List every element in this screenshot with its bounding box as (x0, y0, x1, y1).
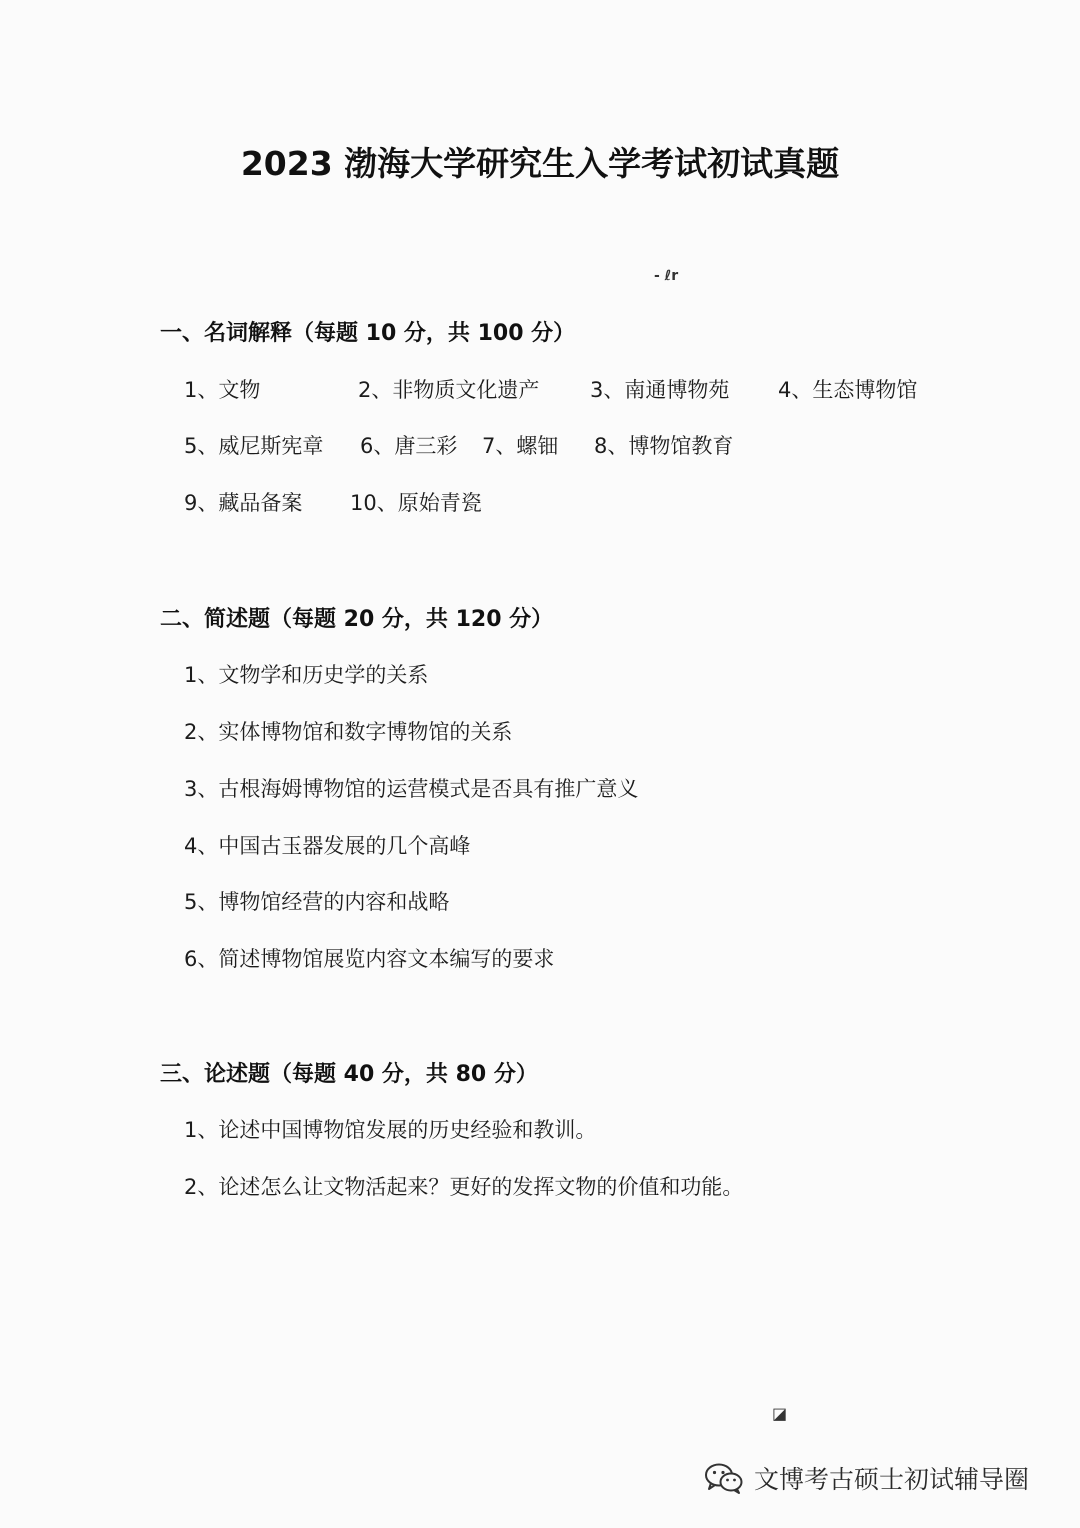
term-item: 4、生态博物馆 (778, 378, 918, 402)
section-heading-terms: 一、名词解释（每题 10 分，共 100 分） (160, 321, 576, 346)
question-item: 4、中国古玉器发展的几个高峰 (184, 834, 471, 858)
section-heading-short-answer: 二、简述题（每题 20 分，共 120 分） (160, 607, 554, 632)
term-item: 10、原始青瓷 (350, 491, 482, 515)
question-item: 5、博物馆经营的内容和战略 (184, 890, 450, 914)
wechat-icon (704, 1461, 744, 1495)
term-item: 1、文物 (184, 378, 261, 402)
question-item: 2、论述怎么让文物活起来？更好的发挥文物的价值和功能。 (184, 1175, 744, 1199)
question-item: 2、实体博物馆和数字博物馆的关系 (184, 720, 513, 744)
scan-mark: ◪ (772, 1404, 788, 1423)
watermark (704, 1456, 1029, 1500)
question-item: 1、论述中国博物馆发展的历史经验和教训。 (184, 1118, 597, 1142)
term-item: 7、螺钿 (482, 434, 559, 458)
term-item: 5、威尼斯宪章 (184, 434, 324, 458)
question-item: 6、简述博物馆展览内容文本编写的要求 (184, 947, 555, 971)
term-item: 8、博物馆教育 (594, 434, 734, 458)
page-title: 2023 渤海大学研究生入学考试初试真题 (240, 144, 840, 183)
term-item: 6、唐三彩 (360, 434, 458, 458)
question-item: 3、古根海姆博物馆的运营模式是否具有推广意义 (184, 777, 639, 801)
term-item: 2、非物质文化遗产 (358, 378, 540, 402)
section-heading-essay: 三、论述题（每题 40 分，共 80 分） (160, 1062, 538, 1087)
term-item: 9、藏品备案 (184, 491, 303, 515)
term-item: 3、南通博物苑 (590, 378, 730, 402)
question-item: 1、文物学和历史学的关系 (184, 663, 429, 687)
scan-mark: - ℓr (654, 268, 679, 284)
watermark-text: 文博考古硕士初试辅导圈 (754, 1465, 1030, 1494)
